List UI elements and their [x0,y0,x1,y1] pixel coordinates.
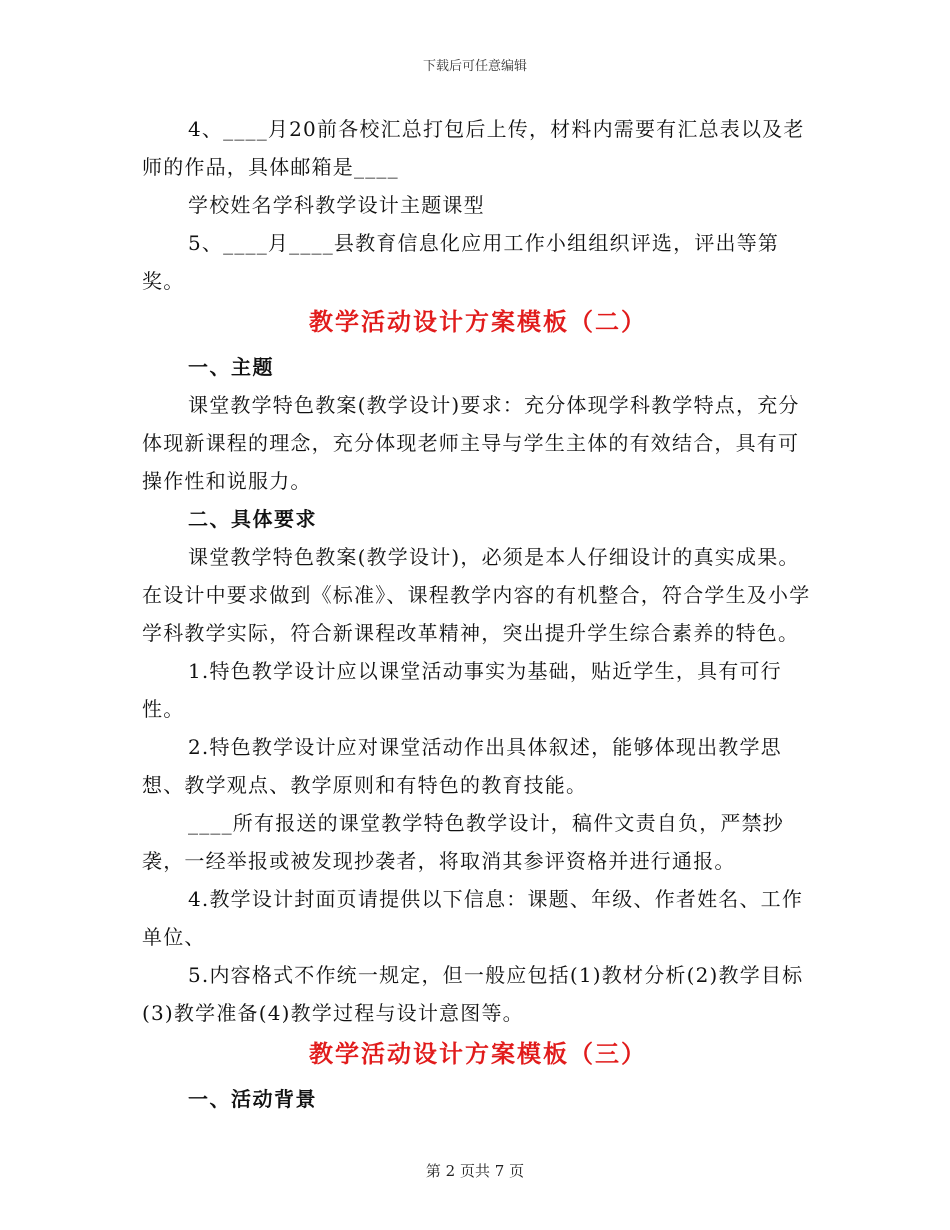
paragraph-theme-requirements: 课堂教学特色教案(教学设计)要求：充分体现学科教学特点，充分体现新课程的理念，充分体现老师主导与学生主体的有效结合，具有可操作性和说服力。 [142,393,800,493]
heading-specific-requirements: 二、具体要求 [188,507,317,531]
section-title-template-3: 教学活动设计方案模板（三） [309,1039,647,1068]
heading-activity-background: 一、活动背景 [188,1087,317,1111]
paragraph-requirements-intro: 课堂教学特色教案(教学设计)，必须是本人仔细设计的真实成果。在设计中要求做到《标准》、课程教学内容的有机整合，符合学生及小学学科教学实际，符合新课程改革精神，突出提升学生综合素养的特色。 [142,545,811,645]
page-header: 下载后可任意编辑 [422,59,527,74]
paragraph-requirement-3: ____所有报送的课堂教学特色教学设计，稿件文责自负，严禁抄袭，一经举报或被发现抄袭者，将取消其参评资格并进行通报。 [142,811,784,873]
document-body [142,110,814,1118]
paragraph-requirement-2: 2.特色教学设计应对课堂活动作出具体叙述，能够体现出教学思想、教学观点、教学原则和有特色的教育技能。 [142,735,782,797]
paragraph-requirement-1: 1.特色教学设计应以课堂活动事实为基础，贴近学生，具有可行性。 [142,659,782,721]
paragraph-table-fields: 学校姓名学科教学设计主题课型 [188,193,485,217]
paragraph-item-4-upload: 4、____月20前各校汇总打包后上传，材料内需要有汇总表以及老师的作品，具体邮箱是____ [142,117,805,179]
section-title-template-2: 教学活动设计方案模板（二） [309,307,647,336]
heading-theme: 一、主题 [188,355,274,379]
paragraph-item-5-evaluation: 5、____月____县教育信息化应用工作小组组织评选，评出等第奖。 [142,231,780,293]
page-footer: 第 2 页共 7 页 [425,1162,525,1180]
paragraph-requirement-4: 4.教学设计封面页请提供以下信息：课题、年级、作者姓名、工作单位、 [142,887,804,949]
paragraph-requirement-5: 5.内容格式不作统一规定，但一般应包括(1)教材分析(2)教学目标(3)教学准备(4)教学过程与设计意图等。 [142,963,804,1025]
